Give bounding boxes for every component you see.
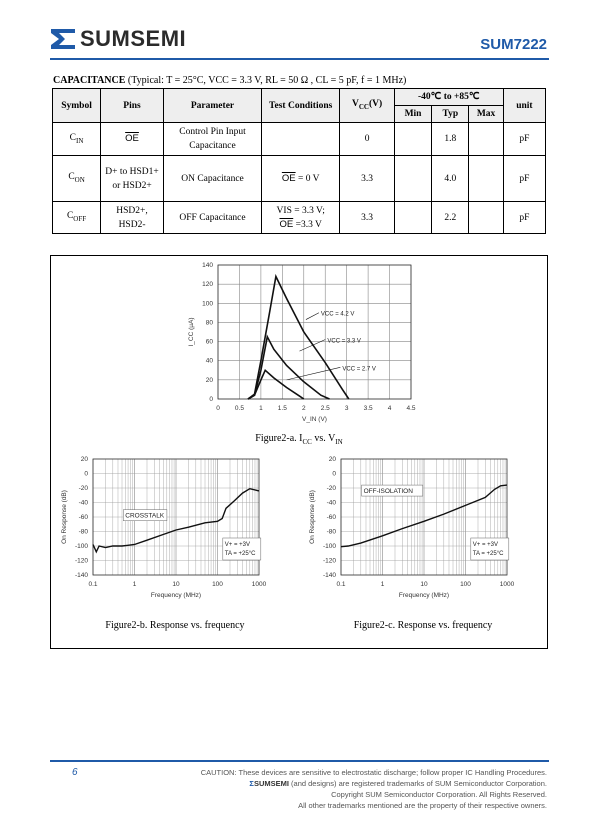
y-tick-label: -120 [322, 557, 336, 565]
y-tick-label: -120 [74, 557, 88, 565]
chart-crosstalk [51, 451, 299, 616]
x-tick-label: 1 [259, 405, 263, 412]
y-tick-label: 80 [205, 319, 213, 327]
y-tick-label: 0 [209, 396, 213, 403]
cell-vcc: 3.3 [340, 156, 395, 202]
cell-typ: 4.0 [432, 156, 469, 202]
chart-off-isolation [299, 451, 547, 616]
cell-typ: 2.2 [432, 202, 469, 234]
x-tick-label: 1 [380, 581, 385, 588]
cell-parameter: Control Pin Input Capacitance [163, 123, 261, 156]
page-number: 6 [72, 767, 78, 778]
y-tick-label: -140 [74, 572, 88, 579]
x-tick-label: 100 [460, 581, 471, 588]
x-tick-label: 3.5 [363, 405, 373, 412]
x-tick-label: 2 [301, 405, 306, 412]
capacitance-title-bold: CAPACITANCE [53, 75, 126, 86]
y-tick-label: -80 [326, 528, 336, 536]
header-min: Min [394, 106, 431, 123]
footer-other-trademarks: All other trademarks mentioned are the property of their respective owners. [298, 801, 547, 810]
cell-test-conditions [262, 123, 340, 156]
chart-icc-vs-vin [51, 256, 547, 436]
series-label: VCC = 2.7 V [342, 366, 376, 373]
y-tick-label: -20 [326, 485, 336, 492]
capacitance-title [53, 75, 406, 86]
y-tick-label: -140 [322, 572, 336, 579]
x-tick-label: 3 [344, 405, 349, 412]
header-unit: unit [503, 89, 545, 123]
y-tick-label: 0 [84, 470, 88, 478]
y-axis-label: On Response (dB) [309, 490, 316, 544]
sumsemi-logo-icon [50, 28, 76, 50]
cell-symbol: $C_{IN}$ [53, 123, 101, 156]
cell-pins: $\overline{OE}$ [101, 123, 164, 156]
annotation-leader [299, 340, 325, 352]
cell-pins: D+ to HSD1+ or HSD2+ [101, 156, 164, 202]
logo-text: SUMSEMI [80, 26, 187, 51]
y-tick-label: 140 [202, 262, 213, 269]
cell-parameter: ON Capacitance [163, 156, 261, 202]
footer-divider [50, 760, 549, 762]
cell-min [394, 202, 431, 234]
annotation-label: CROSSTALK [125, 512, 165, 520]
footer-notes [201, 767, 547, 811]
footer-caution: CAUTION: These devices are sensitive to electrostatic discharge; follow proper IC Handling Procedures. [200, 768, 547, 777]
condition-line: V+ = +3V [472, 542, 498, 548]
cell-parameter: OFF Capacitance [163, 202, 261, 234]
cell-symbol: $C_{ON}$ [53, 156, 101, 202]
y-tick-label: -40 [326, 499, 336, 507]
series-label: VCC = 4.2 V [320, 311, 355, 318]
x-tick-label: 4.5 [406, 405, 416, 412]
table-row [53, 202, 546, 234]
y-tick-label: 0 [332, 470, 336, 478]
header-parameter: Parameter [163, 89, 261, 123]
condition-line: V+ = +3V [224, 542, 250, 548]
y-axis-label: I_CC (µA) [188, 317, 195, 347]
table-row [53, 123, 546, 156]
annotation-leader [306, 313, 319, 320]
company-logo [50, 26, 186, 52]
cell-test-conditions: $\overline{OE} = 0$ V [262, 156, 340, 202]
figure-2c-caption: Figure2-c. Response vs. frequency [353, 620, 493, 631]
cell-vcc: 3.3 [340, 202, 395, 234]
figure-2b-caption: Figure2-b. Response vs. frequency [105, 620, 245, 631]
y-tick-label: 20 [80, 456, 88, 463]
y-axis-label: On Response (dB) [61, 490, 68, 544]
condition-line: TA = +25°C [224, 551, 256, 557]
capacitance-title-conditions: (Typical: T = 25°C, VCC = 3.3 V, RL = 50 Ω , CL = 5 pF, f = 1 MHz) [125, 75, 407, 86]
x-axis-label: V_IN (V) [302, 416, 327, 423]
y-tick-label: 20 [328, 456, 336, 463]
table-row [53, 156, 546, 202]
cell-vcc: 0 [340, 123, 395, 156]
x-tick-label: 0.5 [234, 405, 244, 412]
capacitance-table [52, 88, 546, 234]
cell-unit: pF [503, 202, 545, 234]
header-max: Max [469, 106, 503, 123]
y-tick-label: 120 [202, 281, 213, 289]
header-test-conditions: Test Conditions [262, 89, 340, 123]
cell-typ: 1.8 [432, 123, 469, 156]
y-tick-label: 40 [205, 357, 213, 365]
header-temp-range: -40℃ to +85℃ [394, 89, 503, 106]
plot-frame [218, 265, 411, 399]
cell-min [394, 156, 431, 202]
x-tick-label: 1000 [499, 581, 515, 588]
x-tick-label: 1 [132, 581, 137, 588]
x-tick-label: 4 [387, 405, 392, 412]
x-tick-label: 2.5 [320, 405, 330, 412]
cell-unit: pF [503, 156, 545, 202]
series-label: VCC = 3.3 V [327, 338, 361, 345]
annotation-label: OFF-ISOLATION [363, 488, 413, 496]
x-tick-label: 100 [212, 581, 223, 588]
cell-max [469, 156, 503, 202]
footer-copyright: Copyright SUM Semiconductor Corporation. All Rights Reserved. [331, 790, 547, 799]
x-axis-label: Frequency (MHz) [150, 592, 202, 599]
y-tick-label: -20 [78, 485, 88, 492]
cell-min [394, 123, 431, 156]
figure-2a-caption: Figure2-a. $I_{CC}$ vs. $V_{IN}$ [255, 433, 343, 446]
x-tick-label: 0.1 [336, 581, 346, 588]
y-tick-label: 60 [205, 338, 213, 346]
part-number: SUM7222 [480, 36, 547, 53]
y-tick-label: -40 [78, 499, 88, 507]
footer-trademark: ΣSUMSEMI (and designs) are registered trademarks of SUM Semiconductor Corporation. [249, 779, 547, 788]
y-tick-label: 100 [202, 300, 213, 308]
y-tick-label: -100 [74, 543, 88, 550]
header-typ: Typ [432, 106, 469, 123]
cell-symbol: $C_{OFF}$ [53, 202, 101, 234]
y-tick-label: -80 [78, 528, 88, 536]
x-tick-label: 10 [420, 581, 428, 588]
cell-test-conditions: VIS = 3.3 V; $\overline{OE} =3.3$ V [262, 202, 340, 234]
x-tick-label: 0 [216, 405, 220, 412]
header-pins: Pins [101, 89, 164, 123]
y-tick-label: 20 [205, 376, 213, 384]
x-tick-label: 1.5 [277, 405, 287, 412]
condition-line: TA = +25°C [472, 551, 504, 557]
y-tick-label: -60 [326, 514, 336, 521]
cell-max [469, 202, 503, 234]
x-axis-label: Frequency (MHz) [398, 592, 450, 599]
x-tick-label: 0.1 [88, 581, 98, 588]
cell-unit: pF [503, 123, 545, 156]
x-tick-label: 1000 [251, 581, 267, 588]
cell-max [469, 123, 503, 156]
y-tick-label: -60 [78, 514, 88, 521]
header-symbol: Symbol [53, 89, 101, 123]
header-divider [50, 58, 549, 60]
y-tick-label: -100 [322, 543, 336, 550]
figure-box [50, 255, 548, 649]
x-tick-label: 10 [172, 581, 180, 588]
header-vcc: $V_{CC}(V)$ [340, 89, 395, 123]
cell-pins: HSD2+, HSD2- [101, 202, 164, 234]
